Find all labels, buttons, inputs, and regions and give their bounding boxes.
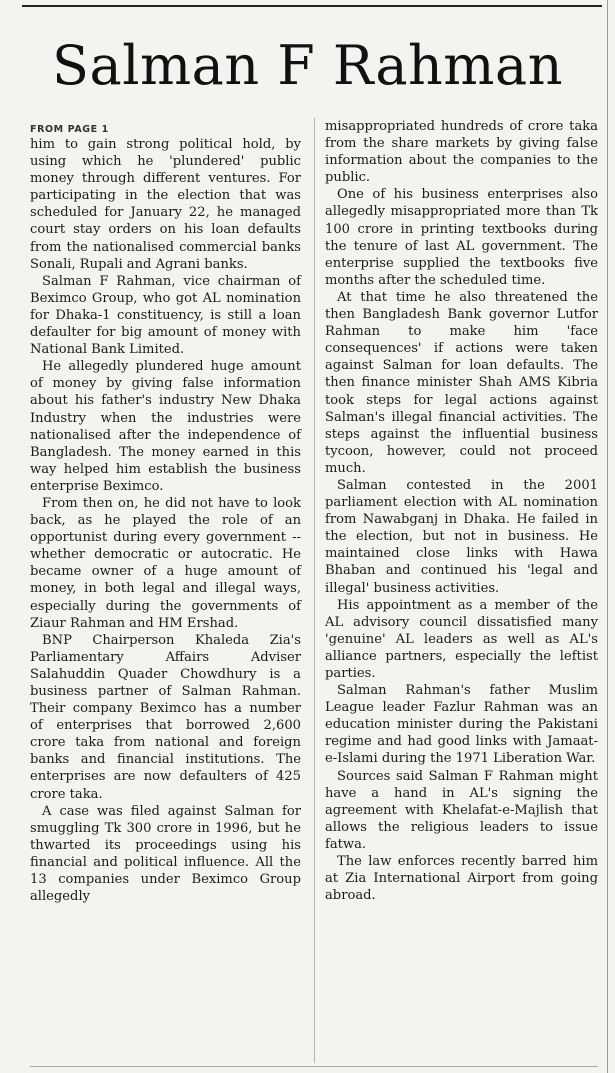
paragraph: From then on, he did not have to look back, as he played the role of an opportunist during every government -- whether democratic or autocratic. He became owner of a huge amount of money, in both legal and illegal ways, especially during the governments of Ziaur Rahman and HM Ershad. xyxy=(30,495,301,631)
paragraph: him to gain strong political hold, by using which he 'plundered' public money through different ventures. For participating in the election that was scheduled for January 22, he managed court stay orders on his loan defaults from the nationalised commercial banks Sonali, Rupali and Agrani banks. xyxy=(30,137,301,272)
bottom-rule xyxy=(30,1066,598,1067)
paragraph: Salman contested in the 2001 parliament election with AL nomination from Nawabganj in Dhaka. He failed in the election, but not in business. He maintained close links with Hawa Bhaban and continued his 'legal and illegal' business activities. xyxy=(325,477,598,596)
paragraph: Salman F Rahman, vice chairman of Beximco Group, who got AL nomination for Dhaka-1 constituency, is still a loan defaulter for big amount of money with National Bank Limited. xyxy=(30,273,301,358)
paragraph: He allegedly plundered huge amount of money by giving false information about his father's industry New Dhaka Industry when the industries were nationalised after the independence of Bangladesh. The money earned in this way helped him establish the business enterprise Beximco. xyxy=(30,359,301,494)
paragraph: His appointment as a member of the AL advisory council dissatisfied many 'genuine' AL leaders as well as AL's alliance partners, especially the leftist parties. xyxy=(325,597,598,681)
page-edge xyxy=(607,0,608,1073)
paragraph: One of his business enterprises also allegedly misappropriated more than Tk 100 crore in printing textbooks during the tenure of last AL government. The enterprise supplied the textbooks five months after the scheduled time. xyxy=(325,187,598,288)
paragraph: Sources said Salman F Rahman might have a hand in AL's signing the agreement with Khelafat-e-Majlish that allows the religious leaders to issue fatwa. xyxy=(325,768,598,852)
paragraph: BNP Chairperson Khaleda Zia's Parliamentary Affairs Adviser Salahuddin Quader Chowdhury is a business partner of Salman Rahman. Their company Beximco has a number of enterprises that borrowed 2,600 crore taka from national and foreign banks and financial institutions. The enterprises are now defaulters of 425 crore taka. xyxy=(30,632,301,802)
paragraph: The law enforces recently barred him at Zia International Airport from going abroad. xyxy=(325,854,598,904)
paragraph: At that time he also threatened the then Bangladesh Bank governor Lutfor Rahman to make him 'face consequences' if actions were taken against Salman for loan defaults. The then finance minister Shah AMS Kibria took steps for legal actions against Salman's illegal financial activities. The steps against the influential business tycoon, however, could not proceed much. xyxy=(325,289,598,476)
paragraph: A case was filed against Salman for smuggling Tk 300 crore in 1996, but he thwarted its proceedings using his financial and political influence. All the 13 companies under Beximco Group allegedly xyxy=(30,803,301,905)
paragraph: Salman Rahman's father Muslim League leader Fazlur Rahman was an education minister during the Pakistani regime and had good links with Jamaat-e-Islami during the 1971 Liberation War. xyxy=(325,683,598,767)
continuation-kicker: FROM PAGE 1 xyxy=(30,124,109,135)
column-divider xyxy=(314,118,315,1063)
headline: Salman F Rahman xyxy=(52,34,563,97)
top-rule xyxy=(22,5,602,7)
left-column xyxy=(30,118,301,905)
paragraph: misappropriated hundreds of crore taka from the share markets by giving false information about the companies to the public. xyxy=(325,119,598,186)
right-column xyxy=(325,118,598,904)
